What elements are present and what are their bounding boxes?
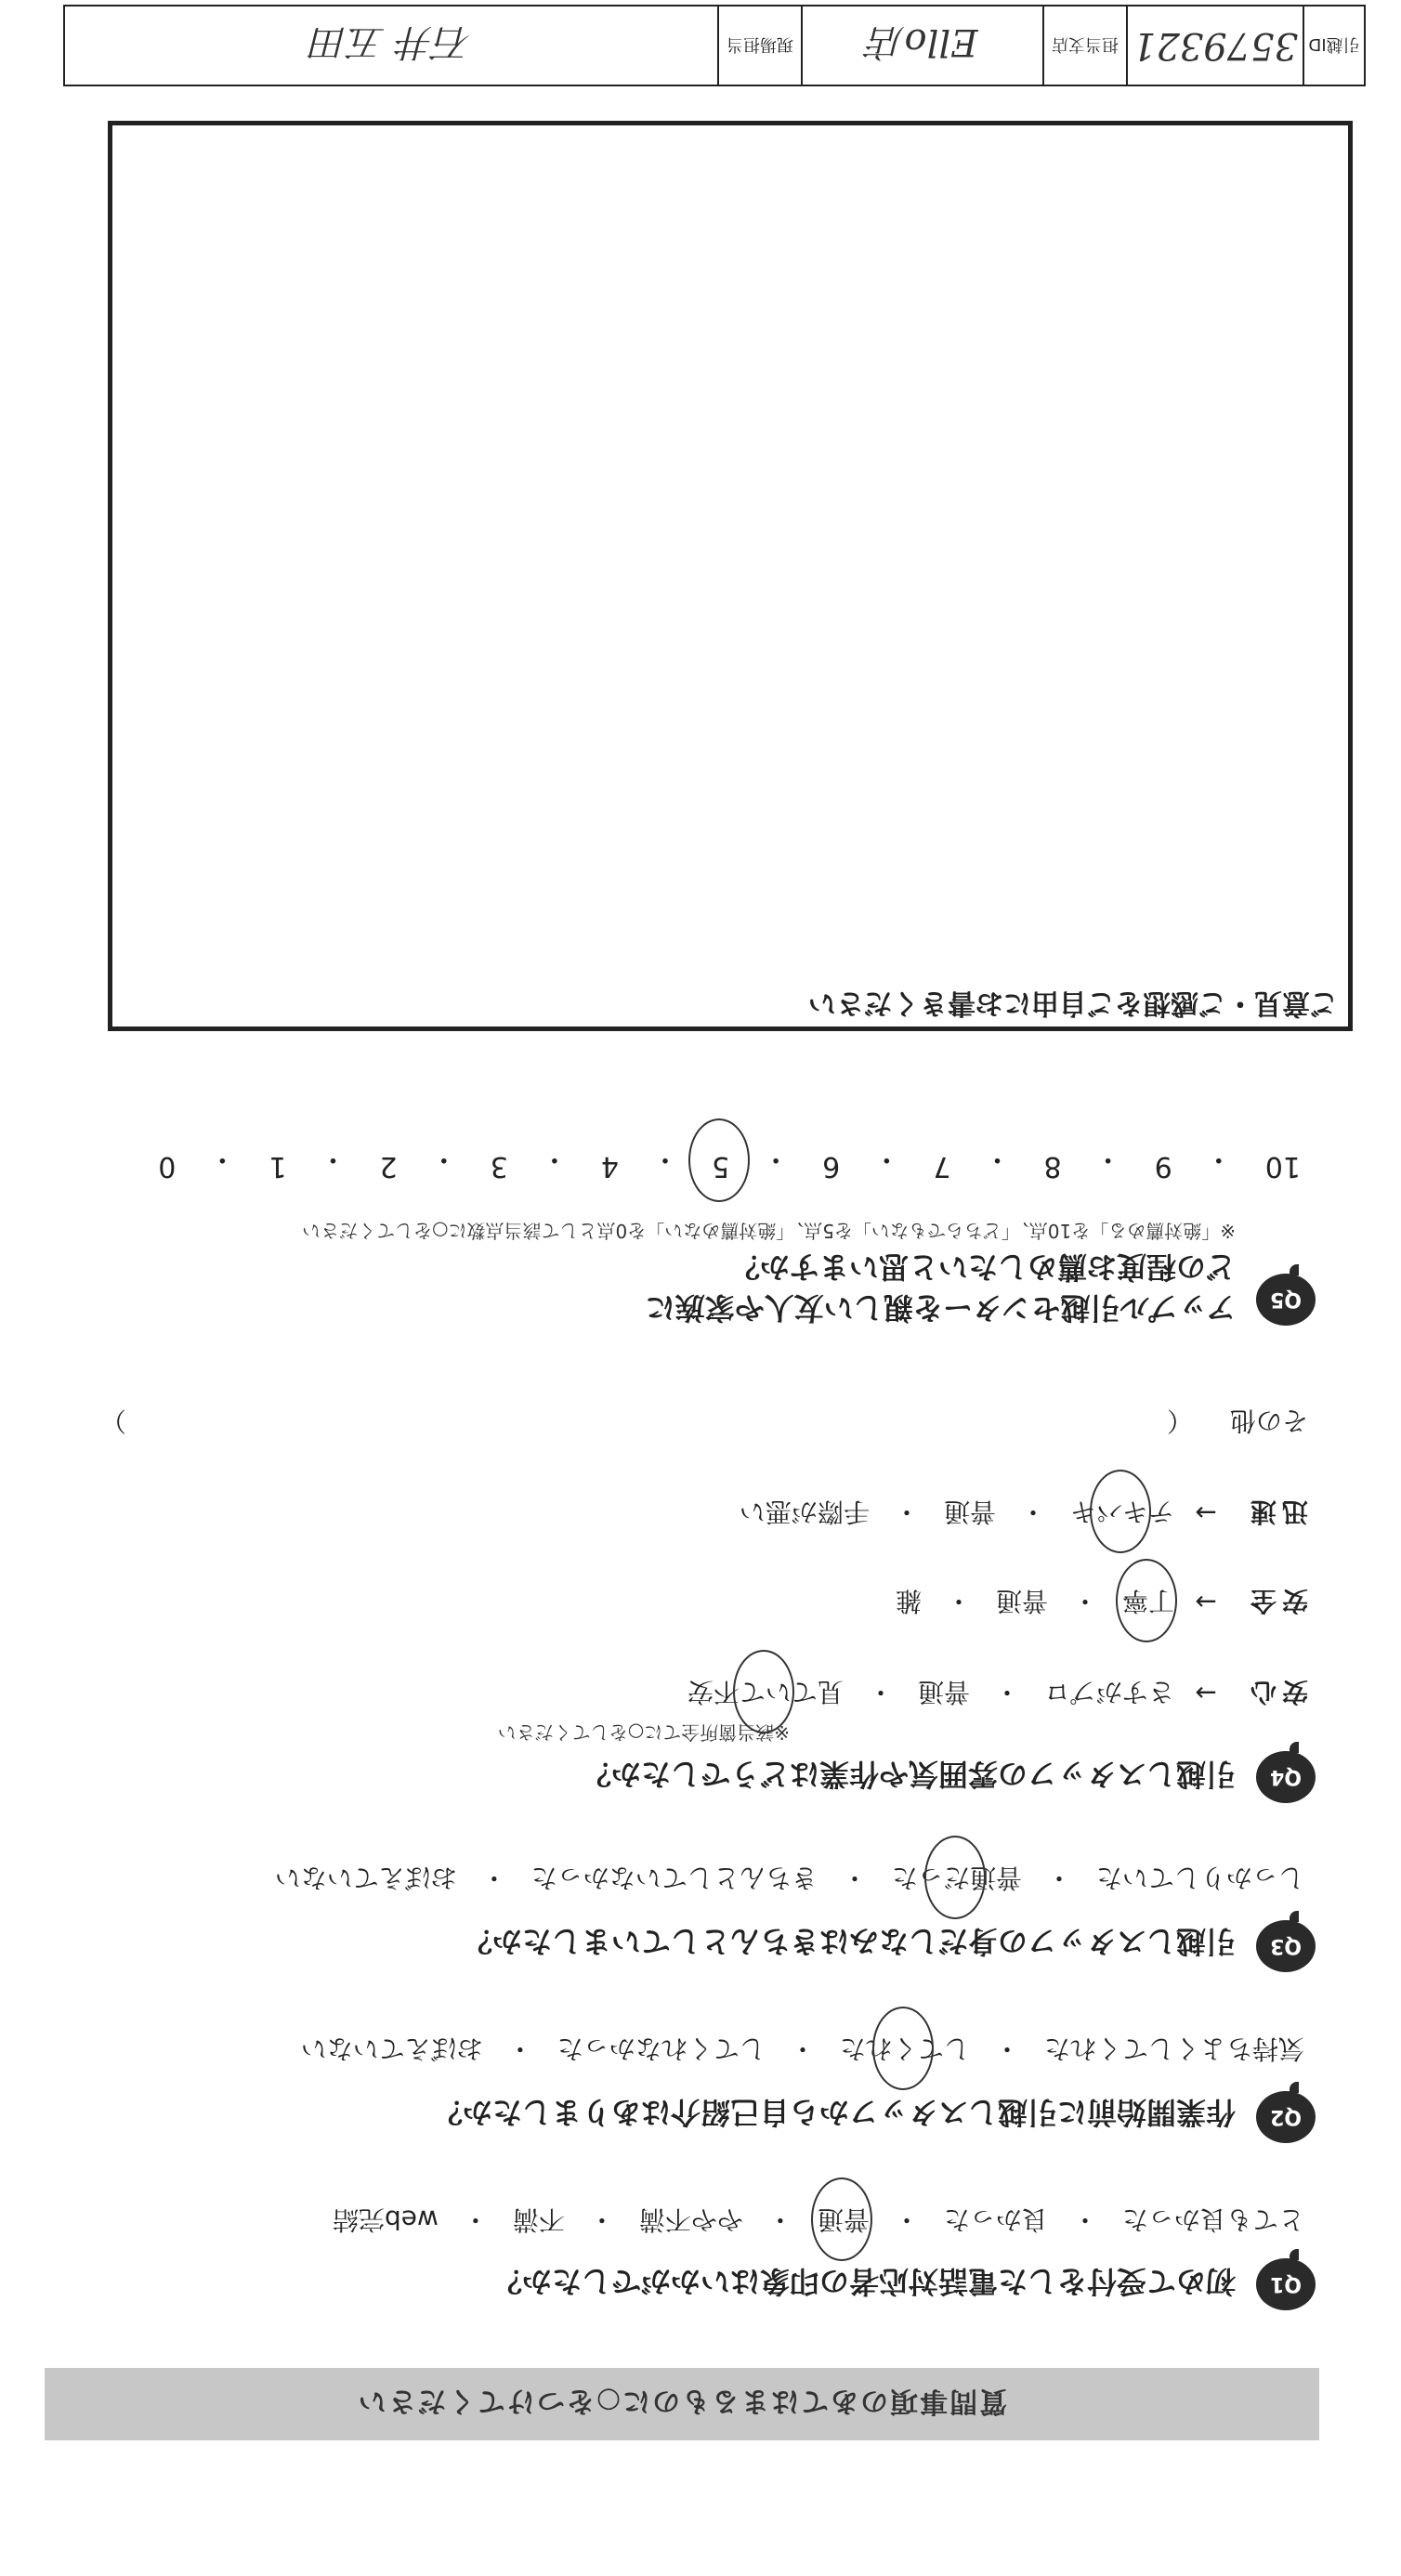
q4-anzen-option-3[interactable]: 雑 — [895, 1586, 922, 1616]
arrow-icon: → — [1195, 1497, 1217, 1529]
q5-score-4[interactable]: 4 — [600, 1150, 619, 1183]
q1-option-5[interactable]: 不満 — [512, 2204, 565, 2235]
q1-option-1[interactable]: とても良かった — [1121, 2204, 1304, 2235]
q4-anzen-option-1-selected[interactable]: 丁寧 — [1119, 1584, 1178, 1621]
q4-other-row — [100, 1404, 1308, 1441]
q2-option-4[interactable]: おぼえていない — [300, 2033, 483, 2064]
manager-label-cell: 現場担当 — [717, 7, 801, 85]
q2-option-2-selected[interactable]: してくれた — [836, 2032, 974, 2069]
manager-value-cell: 石井 五田 — [310, 20, 472, 64]
q3-options: しっかりしていた ・ 普通だった ・ きちんとしていなかった ・ おぼえていない — [271, 1861, 1308, 1898]
q4-row-anshin-label: 安心 — [1244, 1677, 1308, 1707]
q4-anshin-option-2[interactable]: 普通 — [917, 1677, 970, 1707]
q4-other-open-paren: （ — [1166, 1406, 1193, 1436]
q5-text-line2: どの程度お薦めしたいと思いますか？ — [729, 1249, 1236, 1285]
q4-row-anshin: 安心 → さすがプロ ・ 普通 ・ 見ていて不安 — [684, 1675, 1308, 1712]
q4-row-jinsoku-label: 迅速 — [1244, 1497, 1308, 1527]
q5-score-10[interactable]: 10 — [1264, 1150, 1301, 1183]
q1-option-4[interactable]: やや不満 — [638, 2204, 743, 2235]
comment-title: ご意見・ご感想をご自由にお書きください — [808, 987, 1338, 1019]
q3-text: 引越しスタッフの身だしなみはきちんとしていましたか？ — [462, 1924, 1236, 1959]
q2-option-3[interactable]: してくれなかった — [556, 2033, 766, 2064]
q2-options: 気持ちよくしてくれた ・ してくれた ・ してくれなかった ・ おぼえていない — [297, 2032, 1308, 2069]
q1-options: とても良かった ・ 良かった ・ 普通 ・ やや不満 ・ 不満 ・ web完結 — [329, 2203, 1308, 2240]
q3-option-3[interactable]: きちんとしていなかった — [530, 1863, 818, 1893]
q4-other-close-paren: ） — [100, 1406, 127, 1436]
q4-row-anzen: 安全 → 丁寧 ・ 普通 ・ 雑 — [892, 1584, 1308, 1621]
q5-score-1[interactable]: 1 — [268, 1150, 287, 1183]
q5-score-3[interactable]: 3 — [490, 1150, 508, 1183]
q4-text: 引越しスタッフの雰囲気や作業はどうでしたか？ — [581, 1757, 1236, 1792]
arrow-icon: → — [1195, 1678, 1217, 1709]
q4-badge: Q4 — [1256, 1751, 1316, 1803]
q2-badge: Q2 — [1256, 2091, 1316, 2143]
q2-text: 作業開始前に引越しスタッフから自己紹介はありましたか？ — [432, 2095, 1236, 2130]
q2-option-1[interactable]: 気持ちよくしてくれた — [1043, 2033, 1304, 2064]
id-value-cell: 3579321 — [1126, 7, 1303, 85]
q5-score-7[interactable]: 7 — [933, 1150, 951, 1183]
q5-score-8[interactable]: 8 — [1043, 1150, 1062, 1183]
q5-score-0[interactable]: 0 — [158, 1150, 177, 1183]
q5-scale: 10 ・ 9 ・ 8 ・ 7 ・ 6 ・ 5 ・ 4 ・ 3 ・ 2 ・ 1 ・ 0 — [158, 1143, 1301, 1183]
q3-option-4[interactable]: おぼえていない — [274, 1863, 457, 1893]
q4-anzen-option-2[interactable]: 普通 — [995, 1586, 1048, 1616]
q4-row-anzen-label: 安全 — [1244, 1586, 1308, 1616]
q3-badge: Q3 — [1256, 1920, 1316, 1972]
q4-note: ※該当箇所全てに○をしてください — [497, 1721, 790, 1744]
branch-value-cell: Ello店 — [801, 7, 1042, 85]
q4-jinsoku-option-1-selected[interactable]: テキパキ — [1067, 1495, 1178, 1532]
q5-note: ※「絶対薦める」を10点、「どちらでもない」を5点、「絶対薦めない」を0点として該当点数に○をしてください — [302, 1220, 1236, 1242]
q4-other-label: その他 — [1229, 1406, 1308, 1436]
header-table — [63, 5, 1366, 86]
arrow-icon: → — [1195, 1587, 1217, 1618]
q4-jinsoku-option-2[interactable]: 普通 — [943, 1497, 996, 1527]
q5-score-9[interactable]: 9 — [1154, 1150, 1172, 1183]
branch-label-cell: 担当支店 — [1042, 7, 1126, 85]
q5-text-line1: アップル引越センターを親しい友人や家族に — [645, 1290, 1236, 1326]
q3-option-1[interactable]: しっかりしていた — [1095, 1863, 1304, 1893]
q1-option-3-selected[interactable]: 普通 — [814, 2203, 873, 2240]
q5-badge: Q5 — [1256, 1274, 1316, 1326]
q4-jinsoku-option-3[interactable]: 手際が悪い — [739, 1497, 870, 1527]
q1-text: 初めて受付をした電話対応者の印象はいかがでしたか？ — [491, 2264, 1236, 2299]
q1-option-6[interactable]: web完結 — [332, 2204, 439, 2235]
q5-score-5-selected[interactable]: 5 — [712, 1142, 729, 1183]
q4-anshin-option-1[interactable]: さすがプロ — [1043, 1677, 1174, 1707]
q3-option-2-selected[interactable]: 普通だった — [888, 1861, 1026, 1898]
q5-score-6[interactable]: 6 — [822, 1150, 841, 1183]
q4-row-jinsoku: 迅速 → テキパキ ・ 普通 ・ 手際が悪い — [736, 1495, 1308, 1532]
id-label-cell: 引越ID — [1303, 7, 1364, 85]
instruction-banner: 質問事項のあてはまるものに○をつけてください — [45, 2368, 1319, 2440]
q1-badge: Q1 — [1256, 2258, 1316, 2310]
q1-option-2[interactable]: 良かった — [943, 2204, 1048, 2235]
q4-anshin-option-3-selected[interactable]: 見ていて不安 — [684, 1675, 847, 1712]
q5-score-2[interactable]: 2 — [379, 1150, 398, 1183]
comment-box[interactable] — [108, 121, 1353, 1031]
